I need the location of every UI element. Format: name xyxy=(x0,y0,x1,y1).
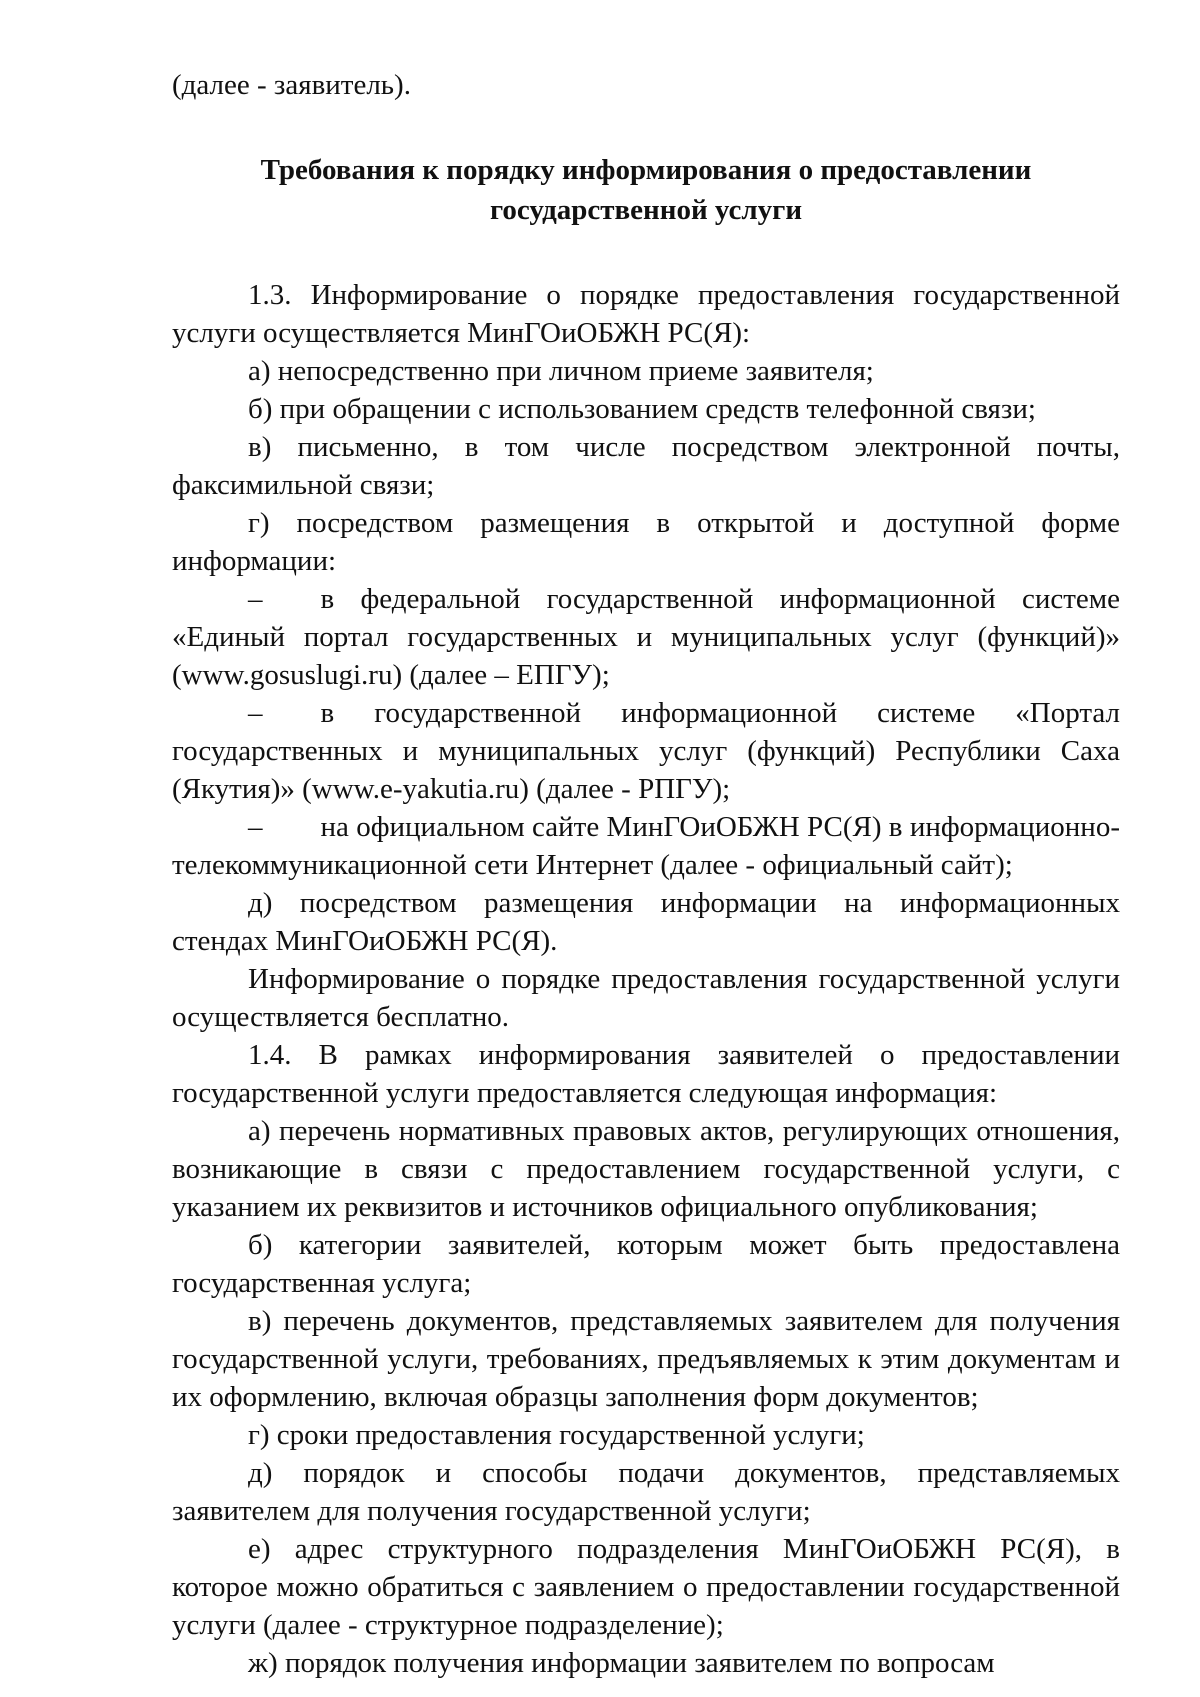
paragraph-1-4: 1.4. В рамках информирования заявителей о предоставлении государственной услуги предоставляется следующая информация: xyxy=(172,1039,1120,1109)
paragraph-dash-official-site: – на официальном сайте МинГОиОБЖН РС(Я) в информационно-телекоммуникационной сети Интернет (далее - официальный сайт); xyxy=(172,811,1120,881)
paragraph-info-zh: ж) порядок получения информации заявителем по вопросам xyxy=(248,1647,995,1679)
paragraph-item-b: б) при обращении с использованием средств телефонной связи; xyxy=(248,393,1036,425)
section-heading-line-2: государственной услуги xyxy=(489,194,803,226)
paragraph-dash-rpgu: – в государственной информационной системе «Портал государственных и муниципальных услуг (функций) Республики Саха (Якутия)» (www.e-yakutia.ru) (далее - РПГУ); xyxy=(172,697,1120,805)
paragraph-info-e: е) адрес структурного подразделения МинГОиОБЖН РС(Я), в которое можно обратиться с заявлением о предоставлении государственной услуги (далее - структурное подразделение); xyxy=(172,1533,1120,1641)
paragraph-item-g: г) посредством размещения в открытой и доступной форме информации: xyxy=(172,507,1120,577)
paragraph-free-of-charge: Информирование о порядке предоставления государственной услуги осуществляется бесплатно. xyxy=(172,963,1120,1033)
lead-text: (далее - заявитель). xyxy=(172,69,411,101)
paragraph-item-v: в) письменно, в том числе посредством электронной почты, факсимильной связи; xyxy=(172,431,1120,501)
paragraph-info-b: б) категории заявителей, которым может быть предоставлена государственная услуга; xyxy=(172,1229,1120,1299)
section-heading-line-1: Требования к порядку информирования о предоставлении xyxy=(260,154,1032,186)
paragraph-dash-epgu: – в федеральной государственной информационной системе «Единый портал государственных и муниципальных услуг (функций)» (www.gosuslugi.ru) (далее – ЕПГУ); xyxy=(172,583,1120,691)
paragraph-info-d: д) порядок и способы подачи документов, представляемых заявителем для получения государственной услуги; xyxy=(172,1457,1120,1527)
paragraph-info-g: г) сроки предоставления государственной услуги; xyxy=(248,1419,865,1451)
section-heading xyxy=(172,150,1120,230)
paragraph-info-a: а) перечень нормативных правовых актов, регулирующих отношения, возникающие в связи с предоставлением государственной услуги, с указанием их реквизитов и источников официального опубликования; xyxy=(172,1115,1120,1223)
paragraph-item-a: а) непосредственно при личном приеме заявителя; xyxy=(248,355,874,387)
paragraph-1-3: 1.3. Информирование о порядке предоставления государственной услуги осуществляется МинГОиОБЖН РС(Я): xyxy=(172,279,1120,349)
paragraph-info-v: в) перечень документов, представляемых заявителем для получения государственной услуги, требованиях, предъявляемых к этим документам и их оформлению, включая образцы заполнения форм документов; xyxy=(172,1305,1120,1413)
document-body xyxy=(172,66,1120,1682)
paragraph-item-d: д) посредством размещения информации на информационных стендах МинГОиОБЖН РС(Я). xyxy=(172,887,1120,957)
